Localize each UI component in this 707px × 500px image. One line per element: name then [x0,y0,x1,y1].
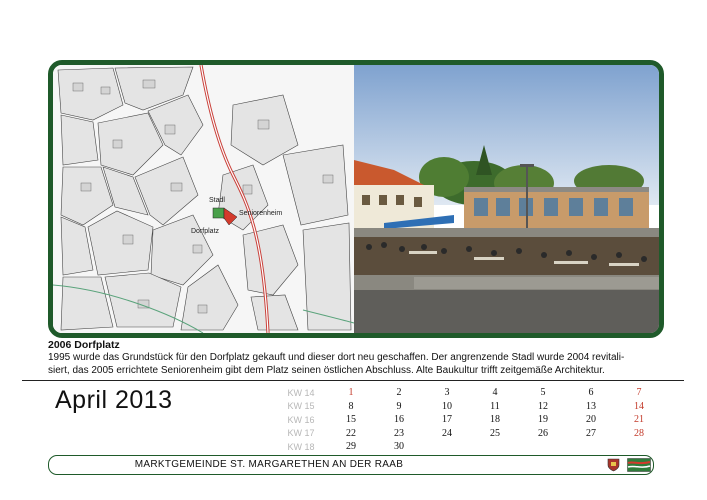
week-number: KW 17 [287,428,315,439]
calendar-day [519,440,567,454]
calendar-day [567,440,615,454]
footer-bar [48,455,654,475]
map-label-seniorenheim: Seniorenheim [239,210,283,217]
calendar-day [471,440,519,454]
caption-text-line-1: 1995 wurde das Grundstück für den Dorfplatz gekauft und dieser dort neu geschaffen. Der angrenzende Stadl wurde 2004 revitali- [48,352,625,363]
calendar-day: 12 [538,400,548,412]
map-label-stadl: Stadl [209,197,225,204]
caption-text-line-2: siert, das 2005 errichtete Seniorenheim gibt dem Platz seinen östlichen Abschluss. Alte Baukultur trifft zeitgemäße Architektur. [48,364,605,376]
calendar-day: 3 [444,387,450,399]
calendar-day [615,440,663,454]
calendar-grid [275,386,663,454]
week-number: KW 16 [287,414,315,425]
divider [22,380,684,381]
calendar-day: 25 [490,427,500,439]
calendar-day: 16 [394,414,404,426]
week-number: KW 14 [287,387,315,398]
calendar-day: 17 [442,414,452,426]
calendar-day: 27 [586,427,596,439]
calendar-day: 23 [394,427,404,439]
calendar-day: 28 [634,427,644,439]
calendar-day: 10 [442,400,452,412]
week-number: KW 18 [287,441,315,452]
coat-of-arms-icon [607,458,620,472]
image-frame [48,60,664,338]
calendar-day: 4 [492,387,498,399]
calendar-day: 11 [490,400,500,412]
calendar-week-row [275,427,663,441]
map-label-dorfplatz: Dorfplatz [191,228,220,235]
calendar-day: 29 [346,441,356,453]
calendar-day: 13 [586,400,596,412]
calendar-week-row [275,386,663,400]
calendar-day: 1 [348,387,354,399]
caption-title: 2006 Dorfplatz [48,339,120,351]
calendar-day: 26 [538,427,548,439]
calendar-day: 20 [586,414,596,426]
dorfplatz-photo [354,65,659,333]
calendar-day: 9 [396,400,402,412]
calendar-day [423,440,471,454]
photo-caption [48,339,668,377]
municipality-name: MARKTGEMEINDE ST. MARGARETHEN AN DER RAAB [134,459,404,470]
municipal-emblem-icon [627,458,651,472]
calendar-day: 5 [540,387,546,399]
calendar-day: 22 [346,427,356,439]
calendar-day: 2 [396,387,402,399]
calendar-day: 15 [346,414,356,426]
calendar-day: 19 [538,414,548,426]
calendar-day: 6 [588,387,594,399]
week-number: KW 15 [287,401,315,412]
calendar-week-row [275,413,663,427]
calendar-day: 7 [636,387,642,399]
calendar-week-row [275,440,663,454]
month-title: April 2013 [55,386,173,414]
calendar-day: 21 [634,414,644,426]
calendar-week-row [275,400,663,414]
village-map [53,65,354,333]
calendar-day: 8 [348,400,354,412]
calendar-day: 18 [490,414,500,426]
calendar-day: 24 [442,427,452,439]
calendar-day: 30 [394,441,404,453]
calendar-day: 14 [634,400,644,412]
